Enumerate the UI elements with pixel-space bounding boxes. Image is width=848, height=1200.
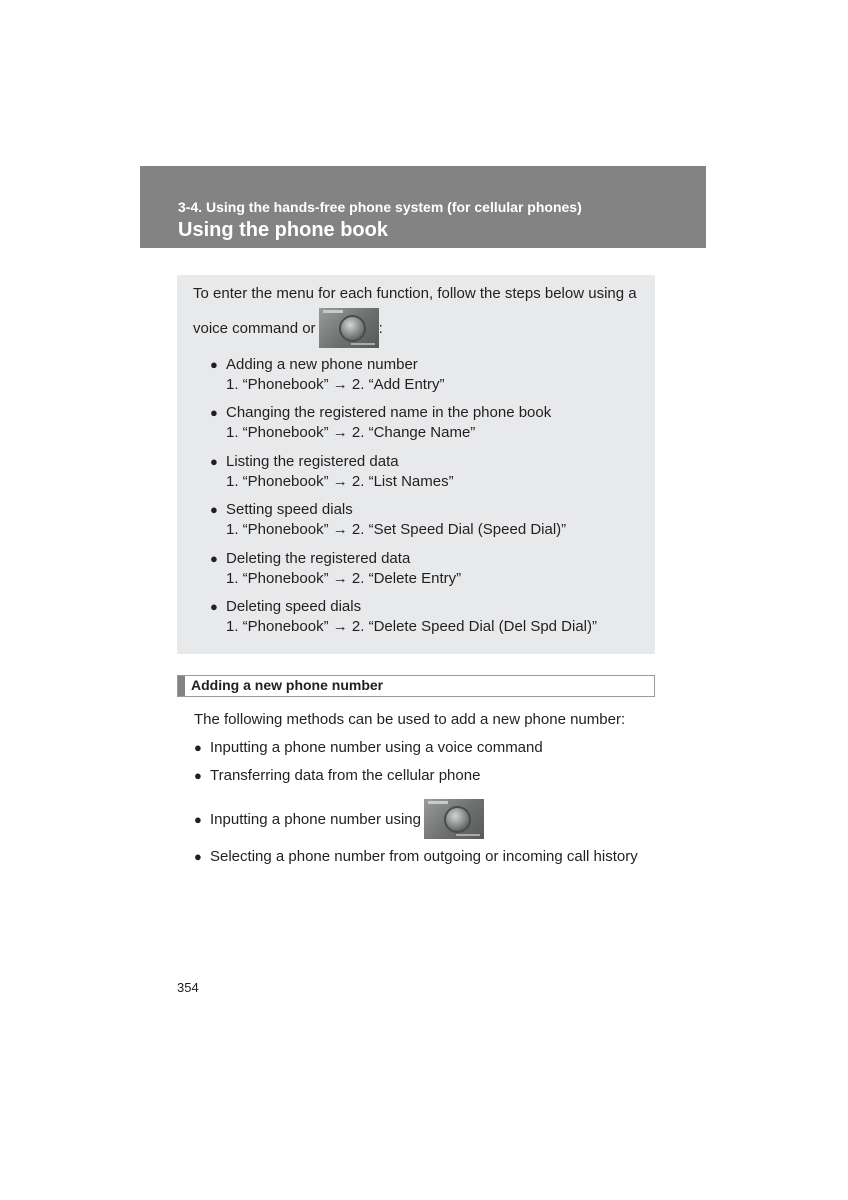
talk-switch-button-image [424, 799, 484, 839]
function-label: Deleting speed dials [226, 598, 362, 615]
function-path: 1. “Phonebook” → 2. “Delete Speed Dial (Del Spd Dial)” [226, 618, 598, 635]
method-item [194, 767, 480, 784]
bullet-icon: ● [210, 405, 218, 420]
function-item [210, 549, 461, 589]
function-item [210, 403, 551, 443]
methods-intro: The following methods can be used to add a new phone number: [194, 711, 626, 728]
bullet-icon: ● [210, 357, 218, 372]
subsection-marker [178, 676, 185, 696]
method-label: Selecting a phone number from outgoing or incoming call history [210, 848, 638, 865]
section-label: 3-4. Using the hands-free phone system (for cellular phones) [178, 199, 582, 215]
bullet-icon: ● [194, 849, 202, 864]
subsection-header [177, 675, 655, 697]
method-item [194, 848, 638, 865]
function-label: Deleting the registered data [226, 550, 411, 567]
function-item [210, 452, 454, 492]
method-label: Inputting a phone number using [210, 810, 421, 828]
subsection-title: Adding a new phone number [191, 677, 384, 693]
function-path: 1. “Phonebook” → 2. “Delete Entry” [226, 570, 462, 587]
function-label: Changing the registered name in the phone book [226, 404, 552, 421]
intro-prefix: voice command or [193, 319, 316, 337]
bullet-icon: ● [194, 740, 202, 755]
method-label: Inputting a phone number using a voice command [210, 739, 543, 756]
talk-switch-button-image [319, 308, 379, 348]
page-number: 354 [177, 980, 199, 995]
function-item [210, 597, 597, 637]
bullet-icon: ● [210, 502, 218, 517]
function-path: 1. “Phonebook” → 2. “List Names” [226, 473, 454, 490]
method-label: Transferring data from the cellular phone [210, 767, 481, 784]
intro-text: To enter the menu for each function, follow the steps below using a [193, 285, 637, 302]
function-label: Listing the registered data [226, 453, 399, 470]
bullet-icon: ● [210, 599, 218, 614]
intro-suffix: : [378, 319, 383, 337]
bullet-icon: ● [194, 768, 202, 783]
intro-text-continued [193, 308, 383, 348]
function-item [210, 355, 444, 395]
bullet-icon: ● [210, 454, 218, 469]
function-menu-box [177, 275, 655, 654]
function-label: Setting speed dials [226, 501, 353, 518]
function-item [210, 500, 566, 540]
function-path: 1. “Phonebook” → 2. “Set Speed Dial (Speed Dial)” [226, 521, 567, 538]
chapter-header [140, 166, 706, 248]
function-path: 1. “Phonebook” → 2. “Change Name” [226, 424, 476, 441]
bullet-icon: ● [194, 811, 202, 827]
bullet-icon: ● [210, 551, 218, 566]
method-item [194, 739, 543, 756]
function-path: 1. “Phonebook” → 2. “Add Entry” [226, 376, 445, 393]
page-title: Using the phone book [178, 219, 388, 241]
function-label: Adding a new phone number [226, 356, 418, 373]
method-item [194, 799, 484, 839]
